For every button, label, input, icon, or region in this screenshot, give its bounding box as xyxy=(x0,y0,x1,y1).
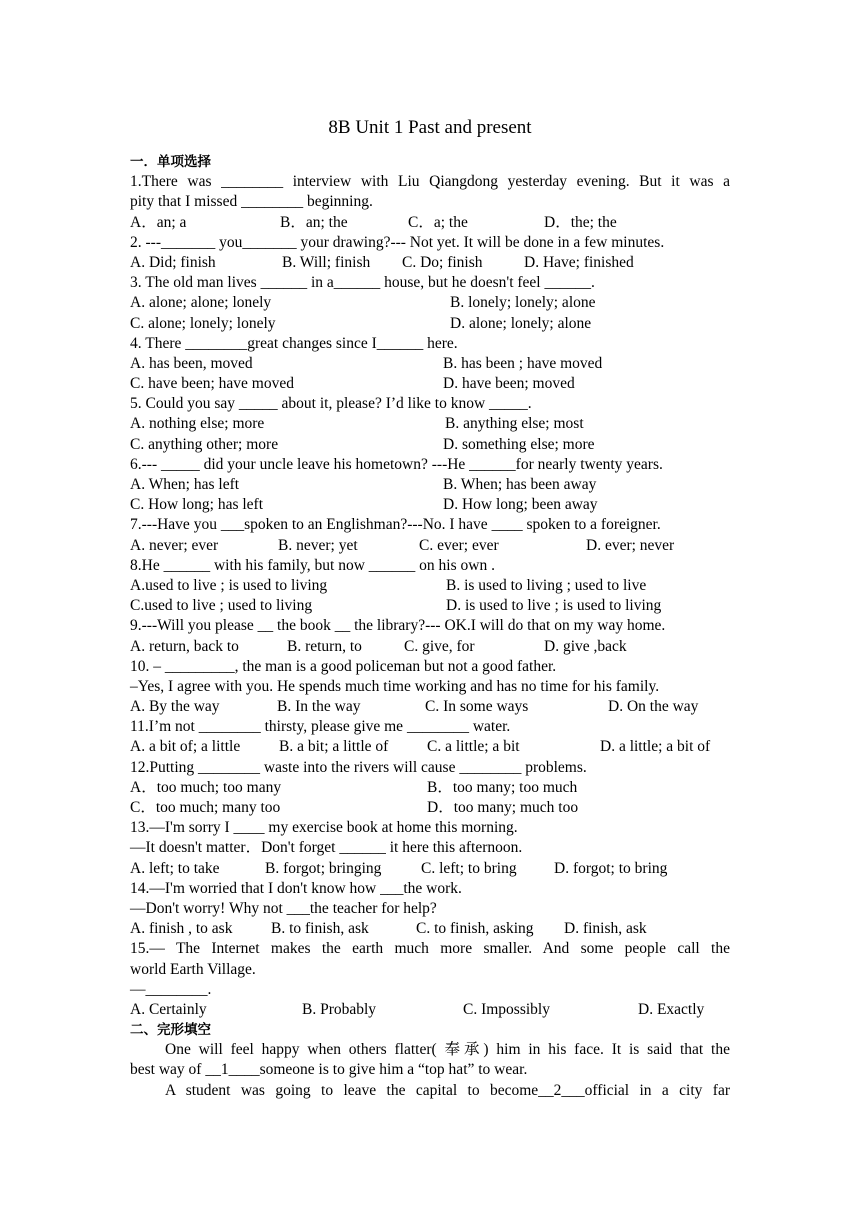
option-d: D. Have; finished xyxy=(524,253,634,271)
question-10-options xyxy=(130,697,730,717)
option-c: C. Impossibly xyxy=(463,1000,550,1018)
question-15-line-3: —________. xyxy=(130,980,212,998)
passage-line-1: One will feel happy when others flatter( 奉承) him in his face. It is said that the xyxy=(165,1041,730,1059)
option-b: B. to finish, ask xyxy=(271,920,369,938)
option-d: D. something else; more xyxy=(443,435,595,453)
document-body xyxy=(130,152,730,1101)
option-d: D. finish, ask xyxy=(564,920,647,938)
option-c: C. left; to bring xyxy=(421,859,517,877)
question-13-options xyxy=(130,859,730,879)
option-d: D. On the way xyxy=(608,698,699,716)
option-b: B. When; has been away xyxy=(443,476,597,493)
question-3-stem: 3. The old man lives ______ in a______ house, but he doesn't feel ______. xyxy=(130,274,595,292)
option-a: A. left; to take xyxy=(130,859,220,877)
option-b: B. Will; finish xyxy=(282,253,371,271)
option-b: B. a bit; a little of xyxy=(279,738,389,756)
question-15-line-1: 15.— The Internet makes the earth much more smaller. And some people call the xyxy=(130,940,730,958)
question-6-stem: 6.--- _____ did your uncle leave his hometown? ---He ______for nearly twenty years. xyxy=(130,455,663,473)
question-15-line-2: world Earth Village. xyxy=(130,960,256,978)
question-3-options-cd xyxy=(130,314,730,334)
question-7-stem: 7.---Have you ___spoken to an Englishman?---No. I have ____ spoken to a foreigner. xyxy=(130,516,661,534)
option-d: D．too many; much too xyxy=(427,799,579,816)
option-a: A. alone; alone; lonely xyxy=(130,294,272,312)
option-d: D. alone; lonely; alone xyxy=(450,314,592,332)
question-4-stem: 4. There ________great changes since I______ here. xyxy=(130,334,458,352)
passage-line-3: A student was going to leave the capital to become__2___official in a city far xyxy=(165,1081,730,1099)
question-4-options-cd xyxy=(130,374,730,394)
option-a: A. has been, moved xyxy=(130,354,253,372)
option-d: D. a little; a bit of xyxy=(600,738,711,756)
question-5-options-ab xyxy=(130,414,730,434)
option-d: D. give ,back xyxy=(544,637,627,655)
option-d: D. is used to live ; is used to living xyxy=(446,597,662,615)
question-8-options-cd xyxy=(130,596,730,616)
option-b: B. return, to xyxy=(287,637,362,655)
option-b: B. In the way xyxy=(277,698,361,716)
option-c: C. Do; finish xyxy=(402,253,483,271)
option-a: A. never; ever xyxy=(130,536,219,554)
option-a: A. return, back to xyxy=(130,637,239,655)
option-a: A. Certainly xyxy=(130,1000,207,1018)
question-14-options xyxy=(130,919,730,939)
question-11-stem: 11.I’m not ________ thirsty, please give me ________ water. xyxy=(130,718,511,736)
question-7-options xyxy=(130,536,730,556)
option-a: A. Did; finish xyxy=(130,253,216,271)
question-12-stem: 12.Putting ________ waste into the rivers will cause ________ problems. xyxy=(130,758,587,776)
section-heading-cloze: 二、完形填空 xyxy=(130,1022,211,1039)
option-c: C. anything other; more xyxy=(130,435,279,453)
option-d: D. ever; never xyxy=(586,536,675,554)
option-a: A．too much; too many xyxy=(130,778,282,796)
question-9-options xyxy=(130,637,730,657)
option-d: D．the; the xyxy=(544,213,617,231)
question-14-line-2: —Don't worry! Why not ___the teacher for help? xyxy=(130,899,437,917)
question-2-stem: 2. ---_______ you_______ your drawing?--- Not yet. It will be done in a few minutes. xyxy=(130,233,665,251)
question-5-stem: 5. Could you say _____ about it, please? I’d like to know _____. xyxy=(130,395,532,413)
question-1-line-1: 1.There was ________ interview with Liu Qiangdong yesterday evening. But it was a xyxy=(130,173,730,191)
question-12-options-ab xyxy=(130,778,730,798)
option-c: C. How long; has left xyxy=(130,496,264,514)
option-c: C. In some ways xyxy=(425,698,529,716)
option-a: A. When; has left xyxy=(130,476,240,493)
question-1-options xyxy=(130,213,730,233)
option-c: C．a; the xyxy=(408,213,468,231)
question-8-stem: 8.He ______ with his family, but now ______ on his own . xyxy=(130,556,495,574)
option-a: A. nothing else; more xyxy=(130,415,265,433)
question-10-line-2: –Yes, I agree with you. He spends much time working and has no time for his family. xyxy=(130,677,660,695)
option-c: C．too much; many too xyxy=(130,799,281,816)
option-d: D. forgot; to bring xyxy=(554,859,668,877)
question-2-options xyxy=(130,253,730,273)
option-b: B. never; yet xyxy=(278,536,358,554)
option-c: C.used to live ; used to living xyxy=(130,597,313,615)
option-d: D. How long; been away xyxy=(443,496,598,514)
option-a: A. finish , to ask xyxy=(130,920,233,938)
option-d: D. have been; moved xyxy=(443,375,575,393)
option-c: C. to finish, asking xyxy=(416,920,534,938)
option-a: A.used to live ; is used to living xyxy=(130,576,328,594)
option-b: B. Probably xyxy=(302,1000,377,1018)
option-b: B．an; the xyxy=(280,213,348,231)
option-b: B．too many; too much xyxy=(427,778,578,796)
question-1-line-2: pity that I missed ________ beginning. xyxy=(130,193,373,211)
option-b: B. forgot; bringing xyxy=(265,859,382,877)
option-b: B. lonely; lonely; alone xyxy=(450,294,596,312)
question-10-line-1: 10. – _________, the man is a good policeman but not a good father. xyxy=(130,657,557,675)
option-b: B. is used to living ; used to live xyxy=(446,576,647,594)
option-d: D. Exactly xyxy=(638,1000,705,1018)
question-3-options-ab xyxy=(130,293,730,313)
question-6-options-ab xyxy=(130,475,730,495)
option-a: A. By the way xyxy=(130,698,220,716)
question-15-options xyxy=(130,1000,730,1020)
question-12-options-cd xyxy=(130,798,730,818)
option-a: A．an; a xyxy=(130,213,187,231)
option-c: C. alone; lonely; lonely xyxy=(130,314,276,332)
question-13-line-2: —It doesn't matter．Don't forget ______ it here this afternoon. xyxy=(130,839,523,857)
passage-line-2: best way of __1____someone is to give him a “top hat” to wear. xyxy=(130,1061,528,1079)
question-5-options-cd xyxy=(130,435,730,455)
section-heading-multiple-choice: 一．单项选择 xyxy=(130,154,211,170)
option-c: C. have been; have moved xyxy=(130,375,294,393)
question-4-options-ab xyxy=(130,354,730,374)
question-14-line-1: 14.—I'm worried that I don't know how ___the work. xyxy=(130,879,462,897)
question-11-options xyxy=(130,737,730,757)
option-c: C. give, for xyxy=(404,637,475,655)
question-9-stem: 9.---Will you please __ the book __ the library?--- OK.I will do that on my way home. xyxy=(130,617,666,635)
question-8-options-ab xyxy=(130,576,730,596)
option-a: A. a bit of; a little xyxy=(130,738,241,756)
document-title: 8B Unit 1 Past and present xyxy=(328,117,532,138)
question-6-options-cd xyxy=(130,495,730,515)
option-b: B. has been ; have moved xyxy=(443,354,603,372)
option-c: C. a little; a bit xyxy=(427,738,520,756)
option-c: C. ever; ever xyxy=(419,536,499,554)
option-b: B. anything else; most xyxy=(445,415,584,433)
question-13-line-1: 13.—I'm sorry I ____ my exercise book at home this morning. xyxy=(130,819,518,837)
